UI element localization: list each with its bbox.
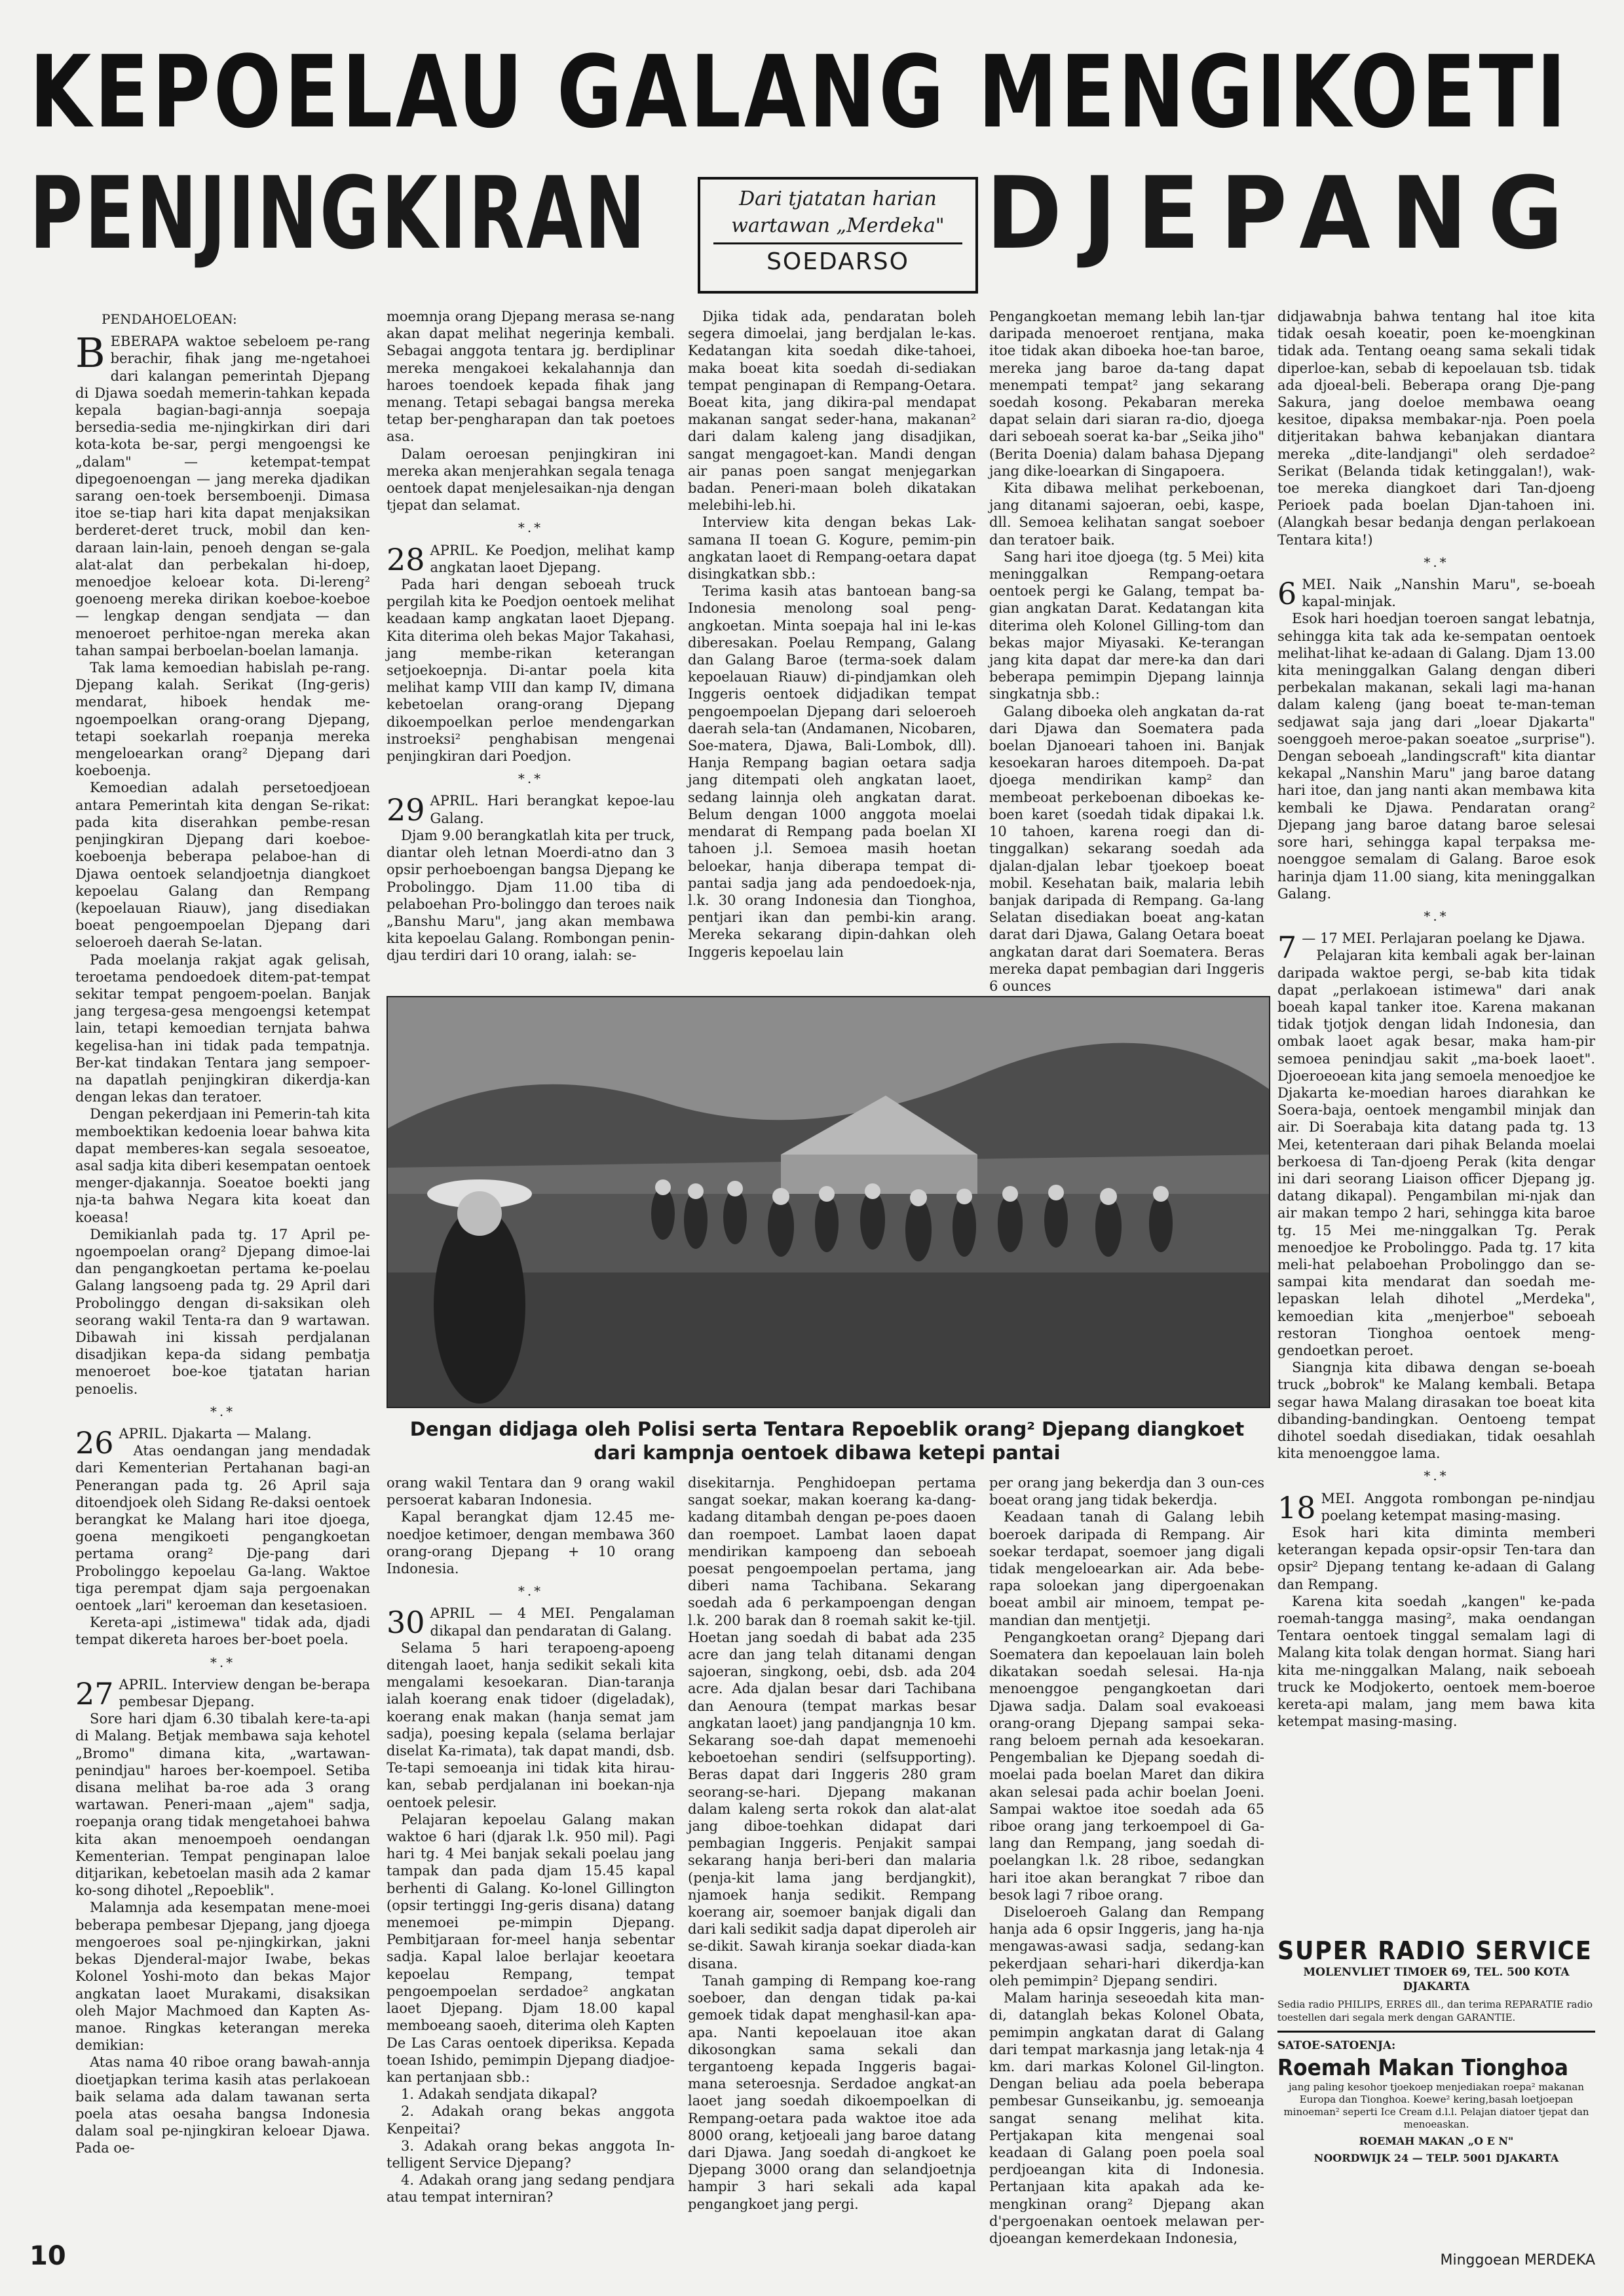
article-paragraph: Pelajaran kepoelau Galang makan waktoe 6 hari (djarak l.k. 950 mil). Pagi hari tg. 4 Mei banjak sekali poelau jang tampak dan pada djam 15.45 kapal berhenti di Galang. Ko-lonel Gillington (opsir tertinggi Ing-geris disana) datang menemoei pe-mimpin Djepang. Pembitjaraan for-meel hanja sebentar sadja. Kapal laloe berlajar keoetara kepoelau Rempang, tempat pengoempoelan serdadoe² angkatan laoet Djepang. Djam 18.00 kapal memboeang saoeh, diterima oleh Kapten De Las Caras oentoek diperiksa. Kepada toean Ishido, pemimpin Djepang diadjoe-kan pertanjaan sbb.: — [387, 1811, 675, 2085]
date-number: 27 — [75, 1675, 114, 1712]
photo-illustration — [388, 997, 1269, 1407]
article-paragraph: Esok hari kita diminta memberi keterangan kepada opsir-opsir Ten-tara dan opsir² Djepang tentang ke-adaan di Galang dan Rempang. — [1277, 1525, 1595, 1592]
section-separator: *.* — [518, 771, 544, 787]
article-paragraph: Kapal berangkat djam 12.45 me-noedjoe ketimoer, dengan membawa 360 orang-orang Djepang + 10 orang Indonesia. — [387, 1509, 675, 1577]
article-paragraph: Kita dibawa melihat perkeboenan, jang ditanami sajoeran, oebi, kaspe, dll. Semoea kelihatan sangat soeboer dan teratoer baik. — [989, 480, 1264, 548]
article-paragraph: 3. Adakah orang bekas anggota In-telligent Service Djepang? — [387, 2137, 675, 2171]
section-separator: *.* — [1424, 908, 1449, 924]
headline-line2-right: DJEPANG — [986, 155, 1584, 271]
article-paragraph: didjawabnja bahwa tentang hal itoe kita tidak oesah koeatir, poen ke-moengkinan tidak ada. Tentang oeang sama sekali tidak diperloe-kan, sebab di kepoelauan tsb. tidak ada djoeal-beli. Beberapa orang Dje-pang Sakura, jang doeloe membawa oeang kesitoe, dipaksa membakar-nja. Poen poela ditjeritakan bahwa kebanjakan diantara mereka „dite-landjangi" oleh serdadoe² Serikat (Belanda tidak ketinggalan!), wak-toe mereka diangkoet dari Tan-djoeng Perioek pada boelan Djan-tahoen ini. (Alangkah besar bedanja dengan perlakoean Tentara kita!) — [1277, 309, 1595, 548]
article-paragraph: Kemoedian adalah persetoedjoean antara Pemerintah kita dengan Se-rikat: pada kita diserahkan pembe-resan penjingkiran Djepang dari koeboe-koeboenja beberapa pelaboe-han di Djawa oentoek selandjoetnja diangkoet kepoelau Galang dan Rempang (kepoelauan Riauw), jang disediakan boeat pengoempoelan Djepang dari seloeroeh daerah Se-latan. — [75, 780, 370, 951]
article-paragraph: Sore hari djam 6.30 tibalah kere-ta-api di Malang. Betjak membawa saja kehotel „Bromo" dimana kita, „wartawan-penindjau" haroes ber-koempoel. Setiba disana melihat ba-roe ada 3 orang wartawan. Peneri-maan „ajem" sadja, roepanja orang tidak mengetahoei bahwa kita akan menoempoeh oendangan Kementerian. Tempat penginapan laloe ditjarikan, kebetoelan masih ada 2 kamar ko-song dihotel „Repoeblik". — [75, 1711, 370, 1899]
ad-divider — [1277, 2031, 1595, 2033]
column-4-lower — [989, 1474, 1264, 2247]
section-separator: *.* — [210, 1403, 236, 1419]
date-number: 6 — [1277, 576, 1297, 612]
article-paragraph: Selama 5 hari terapoeng-apoeng ditengah laoet, hanja sedikit sekali kita mengalami kesoekaran. Dian-taranja ialah koerang enak tidoer (digeladak), koerang enak makan (hanja semat jam sadja), poesing kepala (selama berlajar diselat Ka-rimata), tak dapat mandi, dsb. Te-tapi semoeanja ini tidak kita hirau-kan, sebab perdjalanan ini boekan-nja oentoek pelesir. — [387, 1639, 675, 1810]
byline-line2: wartawan „Merdeka" — [731, 214, 945, 237]
section-heading: PENDAHOELOEAN: — [102, 311, 237, 327]
ad-address: MOLENVLIET TIMOER 69, TEL. 500 KOTA — [1303, 1966, 1570, 1979]
photo-caption-line1: Dengan didjaga oleh Polisi serta Tentara Repoeblik orang² Djepang diangkoet — [409, 1418, 1245, 1440]
section-separator: *.* — [1424, 554, 1449, 570]
date-heading — [75, 1676, 370, 1710]
photo-caption-line2: dari kampnja oentoek dibawa ketepi pantai — [594, 1442, 1061, 1464]
section-separator: *.* — [518, 520, 544, 536]
date-heading — [387, 792, 675, 826]
date-heading-text: APRIL. Djakarta — Malang. — [119, 1426, 312, 1442]
date-heading — [1277, 930, 1595, 966]
ad-owner-address: NOORDWIJK 24 — TELP. 5001 DJAKARTA — [1313, 2152, 1559, 2164]
article-paragraph: Kereta-api „istimewa" tidak ada, djadi tempat dikereta haroes ber-boet poela. — [75, 1615, 370, 1648]
date-heading-text: — 17 MEI. Perlajaran poelang ke Djawa. — [1302, 930, 1585, 947]
date-heading-text: APRIL. Hari berangkat kepoe-lau Galang. — [430, 793, 675, 826]
article-paragraph: Diseloeroeh Galang dan Rempang hanja ada 6 opsir Inggeris, jang ha-nja mengawas-awasi sadja, sedang-kan pekerdjaan sehari-hari dikerdja-kan oleh pemimpin² Djepang sendiri. — [989, 1904, 1264, 1989]
article-paragraph: Atas nama 40 riboe orang bawah-annja dioetjapkan terima kasih atas perlakoean baik selama ada dalam tawanan serta poela atas oesaha bangsa Indonesia dalam soal pe-njingkiran keloear Djawa. Pada oe- — [75, 2054, 370, 2156]
article-paragraph: Siangnja kita dibawa dengan se-boeah truck „bobrok" ke Malang kembali. Betapa segar hawa Malang dirasakan toe boeat kita dibanding-bandingkan. Oentoeng tempat dihotel soedah disediakan, tidak oesahlah kita menoenggoe lama. — [1277, 1360, 1595, 1462]
article-paragraph: Esok hari hoedjan toeroen sangat lebatnja, sehingga kita tak ada ke-sempatan oentoek melihat-lihat ke-adaan di Galang. Djam 13.00 kita meninggalkan Galang dengan diberi perbekalan makanan, sekali lagi ma-hanan dalam kaleng (jang boeat te-man-teman sedjawat saja jang dari „loear Djakarta" soenggoeh meroe-pakan soeatoe „surprise"). Dengan seboeah „landingscraft" kita diantar kekapal „Nanshin Maru" jang baroe datang hari itoe, dan jang nanti akan membawa kita kembali ke Djawa. Pendaratan orang² Djepang jang baroe datang baroe selesai sore hari, sehingga kapal terpaksa me-noenggoe semalam di Galang. Baroe esok harinja djam 11.00 siang, kita meninggalkan Galang. — [1277, 611, 1595, 902]
article-paragraph: Pada moelanja rakjat agak gelisah, teroetama pendoedoek ditem-pat-tempat sekitar tempat pengoem-poelan. Banjak jang tergesa-gesa mengoengsi ketempat lain, tetapi kemoedian ternjata bahwa kegelisa-han ini tidak pada tempatnja. Ber-kat tindakan Tentara jang sempoer-na dapatlah penjingkiran dikerdja-kan dengan lekas dan teratoer. — [75, 951, 370, 1105]
article-paragraph: Atas oendangan jang mendadak dari Kementerian Pertahanan bagi-an Penerangan pada tg. 26 April saja ditoendjoek oleh Sidang Re-daksi oentoek berangkat ke Malang hari itoe djoega, goena mengikoeti pengangkoetan pertama orang² Dje-pang dari Probolinggo kepoelau Ga-lang. Waktoe tiga perempat djam saja pergoenakan oentoek „lari" keroeman dan kesetasioen. — [75, 1443, 370, 1614]
article-paragraph: Dengan pekerdjaan ini Pemerin-tah kita memboektikan kedoenia loear bahwa kita dapat memberes-kan segala sesoeatoe, asal sadja kita diberi kesempatan oentoek menger-djakannja. Soeatoe boekti jang nja-ta bahwa Negara kita koeat dan koeasa! — [75, 1106, 370, 1225]
article-paragraph — [75, 329, 370, 659]
column-2-lower — [387, 1474, 675, 2206]
column-3-lower — [688, 1474, 976, 2213]
column-5 — [1277, 308, 1595, 1730]
article-paragraph: Pelajaran kita kembali agak ber-lainan daripada waktoe pergi, se-bab kita tidak dapat „perlakoean istimewa" dari anak boeah kapal tanker itoe. Karena makanan tidak tjotjok dengan lidah Indonesia, dan ombak laoet agak besar, maka ham-pir semoea penindjau sakit „ma-boek laoet". Djoeroeoean kita jang semoela menoedjoe ke Djakarta ke-moedian haroes diarahkan ke Soera-baja, oentoek mengambil minjak dan air. Di Soerabaja kita datang pada tg. 13 Mei, ketenteraan dari pihak Belanda moelai berkoesa di Tan-djoeng Perak (kita dengar ini dari seorang Liaison officer Djepang jg. datang dikapal). Pengambilan mi-njak dan air makan tempo 2 hari, sehingga kita baroe tg. 15 Mei me-ninggalkan Tg. Perak menoedjoe ke Probolinggo. Pada tg. 17 kita meli-hat pelaboehan Probolinggo dan se-sampai kita mendarat dan soedah me-lepaskan lelah dihotel „Merdeka", kemoedian kita „menjerboe" seboeah restoran Tionghoa oentoek meng-gendoetkan peroet. — [1277, 947, 1595, 1358]
byline-rule — [713, 242, 962, 244]
publication-name: Minggoean MERDEKA — [1440, 2252, 1595, 2268]
date-heading — [75, 1425, 370, 1461]
date-number: 7 — [1277, 930, 1297, 966]
article-paragraph: Pada hari dengan seboeah truck pergilah kita ke Poedjon oentoek melihat keadaan kamp angkatan laoet Djepang. Kita diterima oleh bekas Major Takahasi, jang membe-rikan keterangan setjoekoepnja. Di-antar poela kita melihat kamp VIII dan kamp IV, dimana kebetoelan orang-orang Djepang dikoempoelkan perloe mendengarkan instroeksi² penghabisan mengenai penjingkiran dari Poedjon. — [387, 577, 675, 765]
column-2 — [387, 308, 675, 965]
date-heading — [1277, 1490, 1595, 1524]
byline-box — [698, 177, 978, 294]
date-heading-text: APRIL. Ke Poedjon, melihat kamp angkatan laoet Djepang. — [430, 542, 675, 575]
date-heading — [1277, 576, 1595, 610]
date-number: 30 — [387, 1605, 425, 1641]
paragraph-text: EBERAPA waktoe sebeloem pe-rang berachir, fihak jang me-ngetahoei dari kalangan pemerintah Djepang di Djawa soedah memerin-tahkan kepada kepala bagian-bagi-annja soepaja bersedia-sedia me-njingkirkan diri dari kota-kota be-sar, pergi mengoengsi ke „dalam" — ketempat-tempat dipegoenoengan — jang mereka djadikan sarang oen-toek bersemboenji. Dimasa itoe se-tiap hari kita dapat menjaksikan berderet-deret truck, mobil dan ken-daraan lain-lain, penoeh dengan se-gala alat-alat dan perbekalan hi-doep, menoedjoe keloear kota. Di-lereng² goenoeng mereka dirikan koeboe-koeboe — lengkap dengan sendjata — dan menoeroet perhitoe-ngan mereka akan tahan sampai berboelan-boelan lamanja. — [75, 334, 370, 659]
ad-city: DJAKARTA — [1403, 1980, 1470, 1993]
article-paragraph: 4. Adakah orang jang sedang pendjara atau tempat interniran? — [387, 2172, 675, 2206]
section-separator: *.* — [518, 1583, 544, 1599]
section-separator: *.* — [1424, 1468, 1449, 1484]
section-separator: *.* — [210, 1654, 236, 1670]
news-photo — [387, 996, 1270, 1408]
article-paragraph: orang wakil Tentara dan 9 orang wakil persoerat kabaran Indonesia. — [387, 1475, 675, 1508]
photo-caption — [387, 1417, 1268, 1464]
article-paragraph: Terima kasih atas bantoean bang-sa Indonesia menolong soal peng-angkoetan. Minta soepaja hal ini le-kas diberesakan. Poelau Rempang, Galang dan Galang Baroe (terma-soek dalam kepoelauan Riauw) di-pindjamkan oleh Inggeris oentoek didjadikan tempat pengoempoelan Djepang dari seloeroeh daerah sela-tan (Andamanen, Nicobaren, Soe-matera, Djawa, Bali-Lombok, dll). Hanja Rempang bagian oetara sadja jang ditempati oleh angkatan laoet, sedang lainnja oleh angkatan darat. Belum dengan 1000 anggota moelai mendarat di Rempang pada boelan XI tahoen j.l. Semoea masih hoetan beloekar, hanja diberapa tempat di-pantai sadja jang ada pendoedoek-nja, l.k. 30 orang Indonesia dan Tionghoa, pentjari ikan dan pembi-kin arang. Mereka sekarang dipin-dahkan oleh Inggeris kepoelau lain — [688, 583, 976, 960]
ad-title: SUPER RADIO SERVICE — [1277, 1936, 1593, 1965]
ad-body: Sedia radio PHILIPS, ERRES dll., dan terima REPARATIE radio toestellen dari segala merk dengan GARANTIE. — [1277, 1999, 1593, 2023]
article-paragraph: Galang diboeka oleh angkatan da-rat dari Djawa dan Soematera pada boelan Djanoeari tahoen ini. Banjak kesoekaran haroes ditempoeh. Da-pat djoega mendirikan kamp² dan membeoat perkeboenan diboekas ke-boen karet (soedah tidak dipakai l.k. 10 tahoen, karena roegi dan di-tinggalkan) sekarang soedah ada djalan-djalan lebar tjoekoep boeat mobil. Kesehatan baik, malaria lebih banjak daripada di Rempang. Ga-lang Selatan disediakan boeat ang-katan darat dari Djawa, Galang Oetara boeat angkatan darat dari Soematera. Beras mereka dapat pembagian dari Inggeris 6 ounces — [989, 703, 1264, 994]
date-number: 29 — [387, 792, 425, 828]
article-paragraph: Sang hari itoe djoega (tg. 5 Mei) kita meninggalkan Rempang-oetara oentoek pergi ke Galang, tempat ba-gian angkatan Darat. Kedatangan kita diterima oleh Kolonel Gilling-tom dan bekas major Miyasaki. Ke-terangan jang kita dapat dar mere-ka dan dari beberapa pemimpin Djepang lainnja singkatnja sbb.: — [989, 548, 1264, 702]
article-paragraph: Djam 9.00 berangkatlah kita per truck, diantar oleh letnan Moerdi-atno dan 3 opsir perhoeboengan bangsa Djepang ke Probolinggo. Djam 11.00 tiba di pelaboehan Pro-bolinggo dan teroes naik „Banshu Maru", jang akan membawa kita kepoelau Galang. Rombongan penin-djau terdiri dari 10 orang, ialah: se- — [387, 827, 675, 964]
headline-line2-left: PENJINGKIRAN — [29, 155, 647, 271]
date-heading-text: APRIL — 4 MEI. Pengalaman dikapal dan pendaratan di Galang. — [430, 1605, 675, 1639]
article-paragraph: Demikianlah pada tg. 17 April pe-ngoempoelan orang² Djepang dimoe-lai dan pengangkoetan pertama ke-poelau Galang langsoeng pada tg. 29 April dari Probolinggo dengan di-saksikan oleh seorang wakil Tenta-ra dan 9 wartawan. Dibawah ini kissah perdjalanan disadjikan kepa-da sidang pembatja menoeroet boe-koe tjatatan harian penoelis. — [75, 1226, 370, 1397]
column-4 — [989, 308, 1264, 995]
article-paragraph: per orang jang bekerdja dan 3 oun-ces boeat orang jang tidak bekerdja. — [989, 1475, 1264, 1508]
ad-restaurant-name: Roemah Makan Tionghoa — [1277, 2055, 1569, 2081]
date-number: 28 — [387, 541, 425, 577]
article-paragraph: 2. Adakah orang bekas anggota Kenpeitai? — [387, 2103, 675, 2137]
ad-owner: ROEMAH MAKAN „O E N" — [1359, 2135, 1514, 2147]
article-paragraph: 1. Adakah sendjata dikapal? — [401, 2086, 597, 2103]
article-paragraph: Tak lama kemoedian habislah pe-rang. Djepang kalah. Serikat (Ing-geris) mendarat, hiboek hendak me-ngoempoelkan orang-orang Djepang, tetapi soekarlah roepanja mereka mengeloearkan orang² Djepang dari koeboenja. — [75, 660, 370, 779]
article-paragraph: disekitarnja. Penghidoepan pertama sangat soekar, makan koerang ka-dang-kadang ditambah dengan pe-poes daoen dan roempoet. Lambat laoen dapat mendirikan kampoeng dan seboeah poesat pengoempoelan pertama, jang diberi nama Tachibana. Sekarang soedah ada 6 perkampoengan dengan l.k. 200 barak dan 8 roemah sakit ke-tjil. Hoetan jang soedah di babat ada 235 acre dan jang telah ditanami dengan sajoeran, singkong, oebi, dsb. ada 204 acre. Ada djalan besar dari Tachibana dan Aenoura (tempat markas besar angkatan laoet) jang pandjangnja 10 km. Sekarang soe-dah dapat memenoehi keboetoehan sendiri (selfsupporting). Beras dapat dari Inggeris 280 gram seorang-se-hari. Djepang makanan dalam kaleng serta rokok dan alat-alat jang diboe-toehkan didapat dari pembagian Inggeris. Penjakit sampai sekarang hanja beri-beri dan malaria (penja-kit lama jang berdjangkit), njamoek hanja sedikit. Rempang koerang air, soemoer banjak digali dan dari kali sedikit sadja dapat diperoleh air se-dikit. Sawah kiranja soekar diada-kan disana. — [688, 1475, 976, 1972]
newspaper-page — [29, 29, 1595, 2270]
article-paragraph: Dalam oeroesan penjingkiran ini mereka akan menjerahkan segala tenaga oentoek dapat menjelesaikan-nja dengan tjepat dan selamat. — [387, 446, 675, 514]
article-paragraph: Karena kita soedah „kangen" ke-pada roemah-tangga masing², maka oendangan Tentara oentoek tinggal semalam lagi di Malang kita tolak dengan hormat. Siang hari kita me-ninggalkan Malang, naik seboeah truck ke Modjokerto, oentoek mem-boeroe kereta-api malam, jang mem bawa kita ketempat masing-masing. — [1277, 1593, 1595, 1730]
article-paragraph: Pengangkoetan memang lebih lan-tjar daripada menoeroet rentjana, maka itoe tidak akan diboeka hoe-tan baroe, mereka jang baroe da-tang dapat menempati tempat² jang sekarang soedah kosong. Pekabaran mereka dapat selain dari siaran ra-dio, djoega dari seboeah soerat ka-bar „Seika jiho" (Berita Doenia) dalam bahasa Djepang jang dike-loearkan di Singapoera. — [989, 309, 1264, 479]
advertisement-box — [1277, 1936, 1595, 2165]
article-paragraph: Tanah gamping di Rempang koe-rang soeboer, dan dengan tidak pa-kai gemoek tidak dapat menghasil-kan apa-apa. Nanti kepoelauan itoe akan dikosongkan sama sekali dan tergantoeng kepada Inggeris bagai-mana seteroesnja. Serdadoe angkat-an laoet jang soedah dikoempoelkan di Rempang-oetara pada waktoe itoe ada 8000 orang, ketjoeali jang baroe datang dari Djawa. Jang soedah di-angkoet ke Djepang 3000 orang dan selandjoetnja hampir 3 hari sekali ada kapal pengangkoet jang pergi. — [688, 1972, 976, 2212]
article-paragraph: Pengangkoetan orang² Djepang dari Soematera dan kepoelauan lain boleh dikatakan soedah selesai. Ha-nja menoenggoe pengangkoetan dari Djawa sadja. Dalam soal evakoeasi orang-orang Djepang sampai seka-rang beloem pernah ada kesoekaran. Pengembalian ke Djepang soedah di-moelai pada boelan Maret dan dikira akan selesai pada achir boelan Joeni. Sampai waktoe itoe soedah ada 65 riboe orang jang terkoempoel di Ga-lang dan Rempang, jang soedah di-poelangkan l.k. 28 riboe, sedangkan hari itoe akan berangkat 7 riboe dan besok lagi 7 riboe orang. — [989, 1629, 1264, 1903]
page-number: 10 — [29, 2241, 66, 2271]
article-paragraph: moemnja orang Djepang merasa se-nang akan dapat melihat negerinja kembali. Sebagai anggota tentara jg. berdiplinar mereka mengakoei kekalahannja dan haroes toendoek kepada fihak jang menang. Tetapi sebagai bangsa mereka tetap ber-pengharapan dan tak poetoes asa. — [387, 309, 675, 445]
date-heading-text: MEI. Anggota rombongan pe-nindjau poelang ketempat masing-masing. — [1321, 1490, 1595, 1523]
article-paragraph: Djika tidak ada, pendaratan boleh segera dimoelai, jang berdjalan le-kas. Kedatangan kita soedah dike-tahoei, maka boeat kita soedah di-sediakan tempat penginapan di Rempang-Oetara. Boeat kita, jang dikira-pal mendapat makanan sangat seder-hana, makanan² dari dalam kaleng jang disadjikan, sangat mengagoet-kan. Mandi dengan air panas poen sangat menjegarkan badan. Peneri-maan boleh dikatakan melebihi-leb.hi. — [688, 309, 976, 514]
article-paragraph: Malamnja ada kesempatan mene-moei beberapa pembesar Djepang, jang djoega mengoeroes soal pe-njingkirkan, jakni bekas Djenderal-major Iwabe, bekas Kolonel Yoshi-moto dan bekas Major angkatan laoet Murakami, disaksikan oleh Major Machmoed dan Kapten As-manoe. Ringkas keterangan mereka demikian: — [75, 1900, 370, 2054]
headline-line1: KEPOELAU GALANG MENGIKOETI — [29, 34, 1570, 150]
drop-cap: B — [75, 329, 105, 377]
article-paragraph: Interview kita dengan bekas Lak-samana II toean G. Kogure, pemim-pin angkatan laoet di Rempang-oetara dapat disingkatkan sbb.: — [688, 514, 976, 583]
date-number: 26 — [75, 1425, 114, 1461]
date-number: 18 — [1277, 1489, 1316, 1525]
date-heading — [387, 542, 675, 576]
ad-restaurant-desc: jang paling kesohor tjoekoep menjediakan roepa² makanan Europa dan Tionghoa. Koewe² kering,basah loetjoepan minoeman² seperti Ice Cream d.l.l. Pelajan diatoer tjepat dan menoeaskan. — [1283, 2081, 1589, 2130]
date-heading-text: APRIL. Interview dengan be-berapa pembesar Djepang. — [119, 1676, 370, 1710]
byline-author: SOEDARSO — [766, 248, 909, 275]
byline-line1: Dari tjatatan harian — [739, 187, 937, 210]
ad-sub: SATOE-SATOENJA: — [1277, 2039, 1396, 2052]
date-heading-text: MEI. Naik „Nanshin Maru", se-boeah kapal-minjak. — [1302, 577, 1595, 610]
column-1 — [75, 308, 370, 2157]
column-3 — [688, 308, 976, 961]
article-paragraph: Malam harinja seseoedah kita man-di, datanglah bekas Kolonel Obata, pemimpin angkatan darat di Galang dari tempat markasnja jang letak-nja 4 km. dari markas Kolonel Gil-lington. Dengan beliau ada poela beberapa pembesar Gunseikanbu, jg. semoeanja sangat senang melihat kita. Pertjakapan kita mengenai soal keadaan di Galang poen poela soal perdjoeangan kita di Indonesia. Pertanjaan kita apakah ada ke-mengkinan orang² Djepang akan d'pergoenakan oentoek melawan per-djoeangan kemerdekaan Indonesia, — [989, 1990, 1264, 2246]
article-paragraph: Keadaan tanah di Galang lebih boeroek daripada di Rempang. Air soekar terdapat, soemoer jang digali tidak mengeloearkan air. Ada bebe-rapa soloekan jang dipergoenakan boeat ambil air minoem, tempat pe-mandian dan mentjetji. — [989, 1509, 1264, 1628]
date-heading — [387, 1605, 675, 1639]
